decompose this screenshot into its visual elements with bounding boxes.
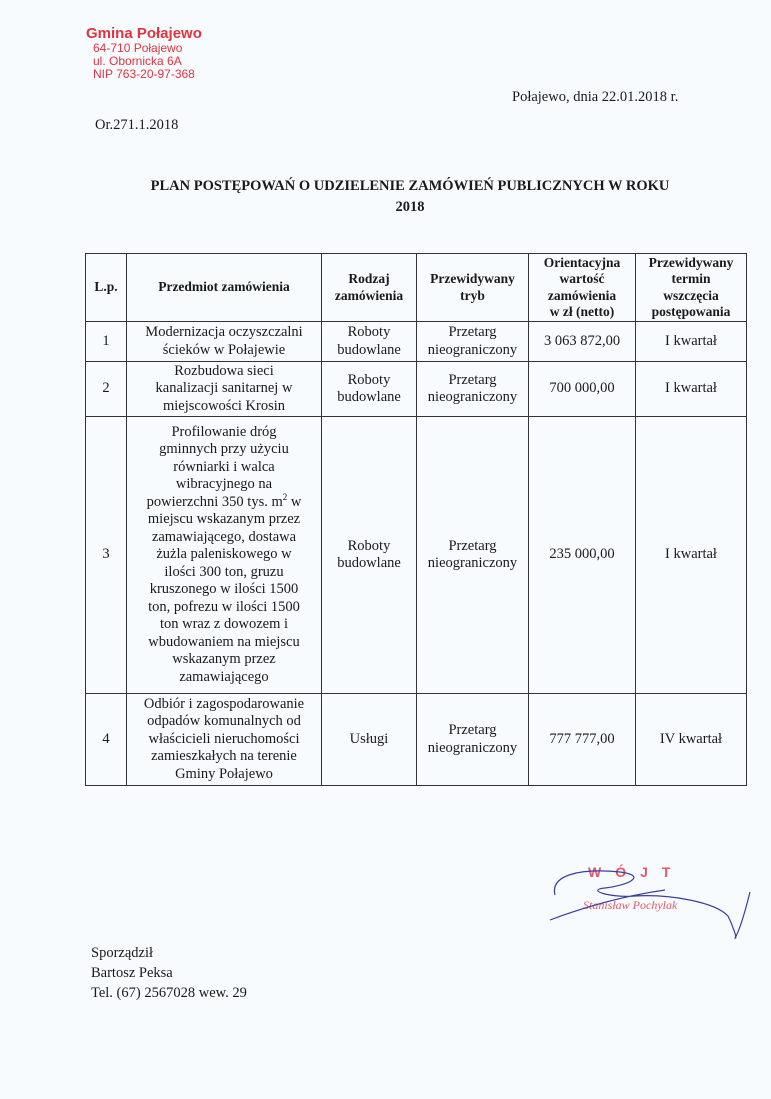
cell-term: I kwartał: [636, 362, 747, 417]
subject-line: żużla paleniskowego w: [156, 546, 292, 563]
header-value-l3: zamówienia: [547, 287, 617, 303]
header-term-l3: wszczęcia: [663, 287, 719, 303]
cell-mode: [417, 694, 529, 786]
subject-line: Odbiór i zagospodarowanie: [143, 695, 305, 712]
subject-line: ścieków w Połajewie: [162, 341, 286, 358]
stamp-name: Gmina Połajewo: [86, 25, 202, 42]
handwritten-signature-icon: [540, 850, 760, 950]
subject-line-tail: w: [287, 493, 302, 510]
title-line-2: 2018: [395, 199, 425, 215]
subject-line: właścicieli nieruchomości: [148, 730, 300, 747]
header-term-l1: Przewidywany: [648, 254, 734, 270]
table-row: [86, 417, 747, 694]
cell-type: [322, 694, 417, 786]
mode-line: nieograniczony: [427, 555, 518, 571]
mode-line: Przetarg: [448, 324, 497, 340]
cell-lp: 4: [86, 694, 127, 786]
stamp-street: ul. Obornicka 6A: [93, 54, 182, 68]
subject-line: miejscowości Krosin: [162, 397, 286, 414]
type-line: budowlane: [337, 389, 401, 405]
cell-type: [322, 322, 417, 362]
subject-line: Rozbudowa sieci: [174, 362, 274, 379]
cell-subject: [127, 362, 322, 417]
type-line: budowlane: [337, 555, 401, 571]
cell-mode: [417, 417, 529, 694]
subject-line: miejscu wskazanym przez: [147, 511, 301, 528]
signature-name: Stanisław Pochylak: [583, 898, 678, 912]
subject-line: kruszonego w ilości 1500: [149, 581, 299, 598]
subject-line: wibracyjnego na: [175, 476, 273, 493]
header-mode-l2: tryb: [460, 287, 485, 303]
cell-value: 700 000,00: [529, 362, 636, 417]
subject-line: odpadów komunalnych od: [147, 713, 301, 730]
header-type: [322, 254, 417, 322]
mode-line: Przetarg: [448, 371, 497, 388]
type-line: budowlane: [337, 341, 401, 358]
subject-line: Profilowanie dróg: [171, 423, 277, 440]
stamp-nip: NIP 763-20-97-368: [93, 67, 195, 81]
header-mode: [417, 254, 529, 322]
document-title: [90, 176, 730, 218]
cell-mode: [417, 362, 529, 417]
subject-line: ilości 300 ton, gruzu: [164, 563, 284, 580]
mode-line: Przetarg: [448, 722, 497, 738]
table-row: [86, 362, 747, 417]
header-term: [636, 254, 747, 322]
header-value: [529, 254, 636, 322]
subject-line: zamawiającego: [179, 668, 269, 685]
signature-title: WÓJT: [588, 864, 685, 880]
mode-line: nieograniczony: [427, 341, 518, 358]
cell-type: [322, 417, 417, 694]
header-type-l1: Rodzaj: [348, 271, 390, 286]
table-row: [86, 694, 747, 786]
header-lp: L.p.: [86, 254, 127, 322]
prepared-by: [91, 943, 247, 1003]
table-header-row: [86, 254, 747, 322]
mode-line: Przetarg: [448, 537, 497, 554]
prepared-label: Sporządził: [91, 945, 154, 961]
prepared-name: Bartosz Peksa: [91, 965, 173, 981]
procurement-plan-table: [85, 253, 747, 786]
mode-line: nieograniczony: [427, 739, 518, 756]
type-line: Usługi: [349, 730, 389, 747]
cell-term: I kwartał: [636, 417, 747, 694]
header-term-l4: postępowania: [651, 304, 731, 319]
header-value-l1: Orientacyjna: [543, 254, 621, 270]
table-row: [86, 322, 747, 362]
header-subject: Przedmiot zamówienia: [127, 254, 322, 322]
cell-lp: 3: [86, 417, 127, 694]
subject-line: zamieszkałych na terenie: [151, 748, 297, 765]
header-term-l2: termin: [671, 271, 711, 286]
header-value-l4: w zł (netto): [549, 304, 615, 319]
type-line: Roboty: [347, 371, 391, 388]
stamp-postal: 64-710 Połajewo: [93, 41, 183, 55]
subject-line: ton, pofrezu w ilości 1500: [148, 598, 300, 615]
header-mode-l1: Przewidywany: [430, 271, 515, 286]
header-type-l2: zamówienia: [334, 287, 404, 303]
header-value-l2: wartość: [559, 271, 605, 286]
subject-line: wbudowaniem na miejscu: [148, 633, 300, 650]
cell-subject: [127, 417, 322, 694]
cell-subject: [127, 694, 322, 786]
cell-value: 777 777,00: [529, 694, 636, 786]
subject-line: Gminy Połajewo: [175, 765, 273, 782]
cell-mode: [417, 322, 529, 362]
cell-term: I kwartał: [636, 322, 747, 362]
cell-lp: 2: [86, 362, 127, 417]
type-line: Roboty: [347, 324, 391, 340]
title-line-1: PLAN POSTĘPOWAŃ O UDZIELENIE ZAMÓWIEŃ PUBLICZNYCH W ROKU: [150, 178, 670, 194]
subject-line: Modernizacja oczyszczalni: [145, 324, 303, 340]
subject-line: równiarki i walca: [173, 458, 275, 475]
signature-block: [540, 850, 760, 950]
subject-line: ton wraz z dowozem i: [159, 616, 289, 633]
office-stamp: [86, 25, 202, 81]
mode-line: nieograniczony: [427, 389, 518, 405]
cell-term: IV kwartał: [636, 694, 747, 786]
date-line: Połajewo, dnia 22.01.2018 r.: [512, 89, 679, 105]
subject-line: gminnych przy użyciu: [159, 441, 289, 458]
subject-line: kanalizacji sanitarnej w: [155, 380, 293, 397]
reference-number: Or.271.1.2018: [95, 117, 179, 133]
cell-subject: [127, 322, 322, 362]
cell-lp: 1: [86, 322, 127, 362]
type-line: Roboty: [347, 537, 391, 554]
cell-type: [322, 362, 417, 417]
subject-line: zamawiającego, dostawa: [151, 528, 297, 545]
prepared-phone: Tel. (67) 2567028 wew. 29: [91, 985, 247, 1001]
cell-value: 235 000,00: [529, 417, 636, 694]
subject-line: powierzchni 350 tys. m: [146, 493, 283, 510]
subject-line: wskazanym przez: [172, 651, 276, 668]
cell-value: 3 063 872,00: [529, 322, 636, 362]
superscript: 2: [282, 491, 288, 502]
